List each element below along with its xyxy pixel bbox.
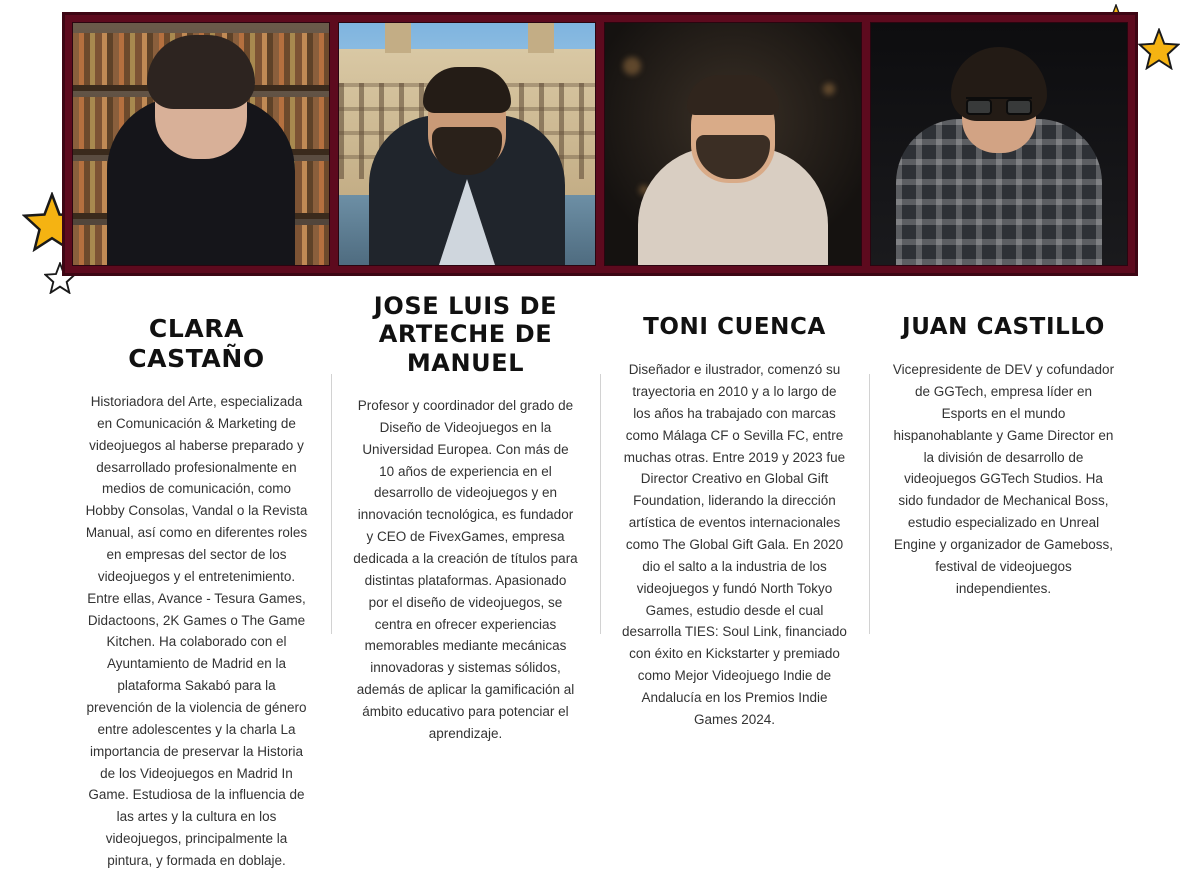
speaker-photo-juan-castillo xyxy=(870,22,1128,266)
speaker-photo-strip xyxy=(62,12,1138,276)
speaker-photo-clara-castano xyxy=(72,22,330,266)
speaker-bio: Vicepresidente de DEV y cofundador de GGTech, empresa líder en Esports en el mundo hispanohablante y Game Director en la división de desarrollo de videojuegos GGTech Studios. Ha sido fundador de Mechanical Boss, estudio especializado en Unreal Engine y organizador de Gameboss, festival de videojuegos independientes. xyxy=(892,362,1115,596)
speaker-card-juan-castillo xyxy=(869,292,1138,872)
speaker-card-jose-luis-de-arteche-de-manuel xyxy=(331,292,600,872)
star-top-right-large xyxy=(1138,28,1180,70)
speaker-bio: Diseñador e ilustrador, comenzó su trayectoria en 2010 y a lo largo de los años ha trabajado con marcas como Málaga CF o Sevilla FC, entre muchas otras. Entre 2019 y 2023 fue Director Creativo en Global Gift Foundation, liderando la dirección artística de eventos internacionales como The Global Gift Gala. En 2020 dio el salto a la industria de los videojuegos y fundó North Tokyo Games, estudio desde el cual desarrolla TIES: Soul Link, financiado con éxito en Kickstarter y premiado como Mejor Videojuego Indie de Andalucía en los Premios Indie Games 2024. xyxy=(622,362,847,727)
speaker-photo-jose-luis-de-arteche-de-manuel xyxy=(338,22,596,266)
speaker-name: JOSE LUIS DE ARTECHE DE MANUEL xyxy=(373,292,558,377)
speaker-bio-columns xyxy=(62,292,1138,872)
speaker-photo-toni-cuenca xyxy=(604,22,862,266)
speaker-name: JUAN CASTILLO xyxy=(902,314,1105,340)
portrait-hair xyxy=(423,67,511,113)
speaker-bio: Profesor y coordinador del grado de Diseño de Videojuegos en la Universidad Europea. Con más de 10 años de experiencia en el desarrollo de videojuegos y en innovación tecnológica, es fundador y CEO de FivexGames, empresa dedicada a la creación de títulos para distintas plataformas. Apasionado por el diseño de videojuegos, se centra en ofrecer experiencias memorables mediante mecánicas innovadoras y sistemas sólidos, además de aplicar la gamificación al ámbito educativo para potenciar el aprendizaje. xyxy=(353,397,578,741)
speaker-card-clara-castano xyxy=(62,292,331,872)
speaker-card-toni-cuenca xyxy=(600,292,869,872)
portrait-hair xyxy=(147,35,255,109)
speaker-name: TONI CUENCA xyxy=(643,314,826,340)
speaker-bio: Historiadora del Arte, especializada en Comunicación & Marketing de videojuegos al haberse preparado y desarrollado profesionalmente en medios de comunicación, como Hobby Consolas, Vandal o la Revista Manual, así como en diferentes roles en empresas del sector de los videojuegos y el entretenimiento. Entre ellas, Avance - Tesura Games, Didactoons, 2K Games o The Game Kitchen. Ha colaborado con el Ayuntamiento de Madrid en la plataforma Sakabó para la prevención de la violencia de género entre adolescentes y la charla La importancia de preservar la Historia de los Videojuegos en Madrid In Game. Estudiosa de la influencia de las artes y la cultura en los videojuegos, principalmente la pintura, y formada en doblaje. xyxy=(85,394,308,869)
bokeh-light xyxy=(623,57,641,75)
bokeh-light xyxy=(823,83,835,95)
speaker-name: CLARA CASTAÑO xyxy=(128,314,265,373)
portrait-hair xyxy=(687,75,779,115)
glasses-icon xyxy=(966,97,1032,115)
